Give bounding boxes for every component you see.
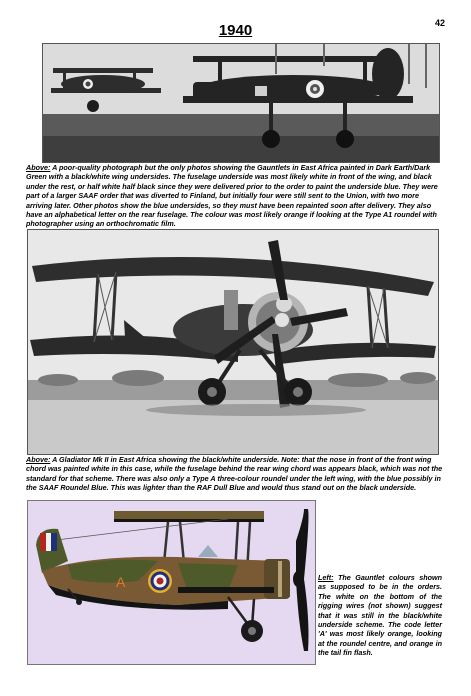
caption-text: The Gauntlet colours shown as supposed to be in the orders. The white on the bottom of the rigging wires (not shown) suggest that it was still in the black/white underside scheme. The code letter 'A' was most likely orange, looking at the roundel centre, and orange in the tail fin flash. <box>318 573 442 658</box>
caption-lead: Above: <box>26 455 51 464</box>
biplane-photo-icon <box>28 230 438 454</box>
page-number: 42 <box>434 18 445 28</box>
caption-lead: Left: <box>318 573 334 582</box>
profile-code-letter: A <box>116 574 126 590</box>
caption-left-profile <box>318 573 442 658</box>
biplane-profile-icon <box>28 501 315 664</box>
caption-lead: Above: <box>26 163 51 172</box>
gauntlet-colour-profile <box>27 500 316 665</box>
caption-text: A poor-quality photograph but the only photos showing the Gauntlets in East Africa painted in Dark Earth/Dark Green with a black/white wing undersides. The fuselage underside was most likely white in front of the wing, and black under the rest, or half white half black since they were delivered prior to the order to paint the underside blue. They were part of a larger SAAF order that was diverted to Finland, but initially four were still sent to the Union, with two more arriving later. Other photos show the blue undersides, so they must have been repainted soon after delivery. They also have an alphabetical letter on the rear fuselage. The colour was most likely orange if looking at the Type A1 roundel with photographer using an orthochromatic film. <box>26 163 438 229</box>
gladiator-mk2-photo <box>27 229 439 455</box>
caption-above-gauntlets <box>26 163 446 229</box>
caption-text: A Gladiator Mk II in East Africa showing the black/white underside. Note: that the nose in front of the front wing chord was painted white in this case, while the fuselage behind the rear wing chord was appears black, which was not the standard for that scheme. There was also only a Type A three-colour roundel under the left wing, with the blue possibly in the SAAF Roundel Blue. This was lighter than the RAF Dull Blue and would thus stand out on the black underside. <box>26 455 443 493</box>
page-title-year: 1940 <box>218 22 253 39</box>
gauntlets-east-africa-photo <box>42 43 440 163</box>
biplane-photo-icon <box>43 44 439 162</box>
caption-above-gladiator <box>26 455 446 493</box>
